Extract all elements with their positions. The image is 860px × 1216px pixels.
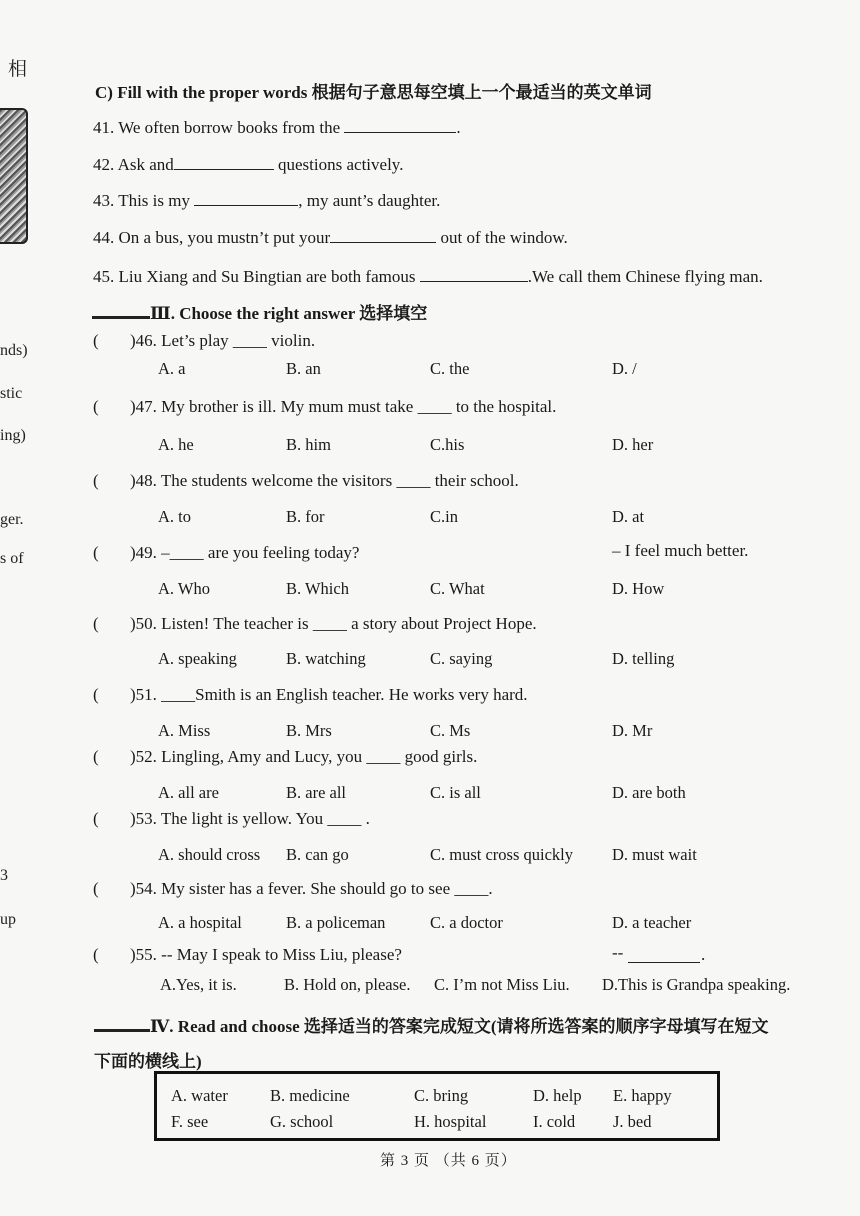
option-a[interactable]: A. to [158, 507, 191, 526]
margin-fragment: 相 [8, 59, 28, 80]
question-42: 42. Ask and questions actively. [93, 155, 404, 174]
option-b[interactable]: B. an [286, 359, 321, 378]
option-b[interactable]: B. can go [286, 845, 349, 864]
option-b[interactable]: B. Hold on, please. [284, 975, 411, 994]
question-stem: )52. Lingling, Amy and Lucy, you ____ good girls. [130, 747, 478, 766]
question-stem: )51. ____Smith is an English teacher. He works very hard. [130, 685, 528, 704]
answer-paren[interactable]: ( [93, 879, 99, 898]
question-reply: -- [612, 943, 624, 962]
option-a[interactable]: A. speaking [158, 649, 237, 668]
option-d[interactable]: D. must wait [612, 845, 697, 864]
question-41: 41. We often borrow books from the . [93, 118, 461, 137]
margin-fragment: stic [0, 385, 23, 402]
question-stem: )54. My sister has a fever. She should go to see ____. [130, 879, 493, 898]
margin-image-fragment [0, 108, 28, 244]
option-b[interactable]: B. Mrs [286, 721, 332, 740]
question-45: 45. Liu Xiang and Su Bingtian are both famous .We call them Chinese flying man. [93, 267, 763, 286]
word-bank-item: G. school [270, 1112, 334, 1131]
word-bank-item: C. bring [414, 1086, 469, 1105]
question-stem: )53. The light is yellow. You ____ . [130, 809, 370, 828]
section-c-title: C) Fill with the proper words 根据句子意思每空填上一个最适当的英文单词 [95, 83, 652, 102]
question-44: 44. On a bus, you mustn’t put your out of the window. [93, 228, 568, 247]
score-blank[interactable] [92, 304, 150, 319]
word-bank-item: F. see [171, 1112, 209, 1131]
answer-blank-44[interactable] [330, 227, 436, 243]
option-c[interactable]: C. a doctor [430, 913, 503, 932]
word-bank-item: E. happy [613, 1086, 672, 1105]
option-d[interactable]: D. a teacher [612, 913, 692, 932]
question-stem: )48. The students welcome the visitors ____ their school. [130, 471, 519, 490]
reply-period: . [701, 945, 706, 964]
margin-fragment: s of [0, 550, 24, 567]
option-a[interactable]: A.Yes, it is. [160, 975, 237, 994]
section-4-title-continued: 下面的横线上) [94, 1052, 202, 1071]
question-stem: )55. -- May I speak to Miss Liu, please? [130, 945, 402, 964]
question-stem: )46. Let’s play ____ violin. [130, 331, 316, 350]
answer-paren[interactable]: ( [93, 543, 99, 562]
option-a[interactable]: A. should cross [158, 845, 261, 864]
option-a[interactable]: A. Who [158, 579, 210, 598]
question-stem: )50. Listen! The teacher is ____ a story about Project Hope. [130, 614, 537, 633]
page-footer: 第 3 页 （共 6 页） [380, 1153, 517, 1169]
word-bank-item: I. cold [533, 1112, 576, 1131]
question-stem: )49. –____ are you feeling today? [130, 543, 360, 562]
answer-paren[interactable]: ( [93, 471, 99, 490]
option-d[interactable]: D. / [612, 359, 637, 378]
option-b[interactable]: B. a policeman [286, 913, 386, 932]
section-3-title: Ⅲ. Choose the right answer 选择填空 [92, 299, 427, 324]
option-b[interactable]: B. him [286, 435, 331, 454]
option-b[interactable]: B. Which [286, 579, 349, 598]
option-d[interactable]: D. at [612, 507, 645, 526]
option-a[interactable]: A. all are [158, 783, 219, 802]
option-d[interactable]: D. Mr [612, 721, 653, 740]
option-a[interactable]: A. Miss [158, 721, 211, 740]
word-bank-item: A. water [171, 1086, 228, 1105]
margin-fragment: nds) [0, 342, 28, 359]
option-a[interactable]: A. he [158, 435, 194, 454]
option-c[interactable]: C. What [430, 579, 485, 598]
word-bank-item: D. help [533, 1086, 582, 1105]
answer-blank-41[interactable] [344, 117, 456, 133]
answer-paren[interactable]: ( [93, 331, 99, 350]
answer-paren[interactable]: ( [93, 614, 99, 633]
option-a[interactable]: A. a hospital [158, 913, 242, 932]
option-b[interactable]: B. watching [286, 649, 366, 668]
option-c[interactable]: C. Ms [430, 721, 471, 740]
answer-paren[interactable]: ( [93, 945, 99, 964]
question-reply: – I feel much better. [612, 541, 749, 560]
answer-paren[interactable]: ( [93, 685, 99, 704]
margin-fragment: ing) [0, 427, 26, 444]
option-c[interactable]: C. I’m not Miss Liu. [434, 975, 570, 994]
word-bank-item: J. bed [613, 1112, 652, 1131]
answer-paren[interactable]: ( [93, 747, 99, 766]
option-c[interactable]: C. saying [430, 649, 493, 668]
word-bank-box [154, 1071, 720, 1141]
option-c[interactable]: C. the [430, 359, 470, 378]
score-blank[interactable] [94, 1017, 150, 1032]
option-c[interactable]: C. must cross quickly [430, 845, 573, 864]
option-d[interactable]: D.This is Grandpa speaking. [602, 975, 791, 994]
answer-paren[interactable]: ( [93, 809, 99, 828]
question-stem: )47. My brother is ill. My mum must take ____ to the hospital. [130, 397, 557, 416]
answer-paren[interactable]: ( [93, 397, 99, 416]
option-d[interactable]: D. How [612, 579, 665, 598]
option-d[interactable]: D. telling [612, 649, 675, 668]
word-bank-item: B. medicine [270, 1086, 350, 1105]
option-d[interactable]: D. are both [612, 783, 686, 802]
word-bank-item: H. hospital [414, 1112, 487, 1131]
answer-blank-45[interactable] [420, 266, 528, 282]
margin-fragment: 3 [0, 867, 8, 884]
option-c[interactable]: C.in [430, 507, 458, 526]
answer-blank-43[interactable] [194, 190, 298, 206]
option-c[interactable]: C.his [430, 435, 465, 454]
section-4-title: Ⅳ. Read and choose 选择适当的答案完成短文(请将所选答案的顺序字母填写在短文 [94, 1012, 769, 1037]
option-a[interactable]: A. a [158, 359, 186, 378]
option-b[interactable]: B. are all [286, 783, 347, 802]
option-c[interactable]: C. is all [430, 783, 481, 802]
question-43: 43. This is my , my aunt’s daughter. [93, 191, 441, 210]
answer-blank-42[interactable] [174, 154, 274, 170]
margin-fragment: ger. [0, 511, 24, 528]
option-d[interactable]: D. her [612, 435, 654, 454]
margin-fragment: up [0, 911, 16, 928]
option-b[interactable]: B. for [286, 507, 325, 526]
reply-blank[interactable] [628, 947, 700, 963]
